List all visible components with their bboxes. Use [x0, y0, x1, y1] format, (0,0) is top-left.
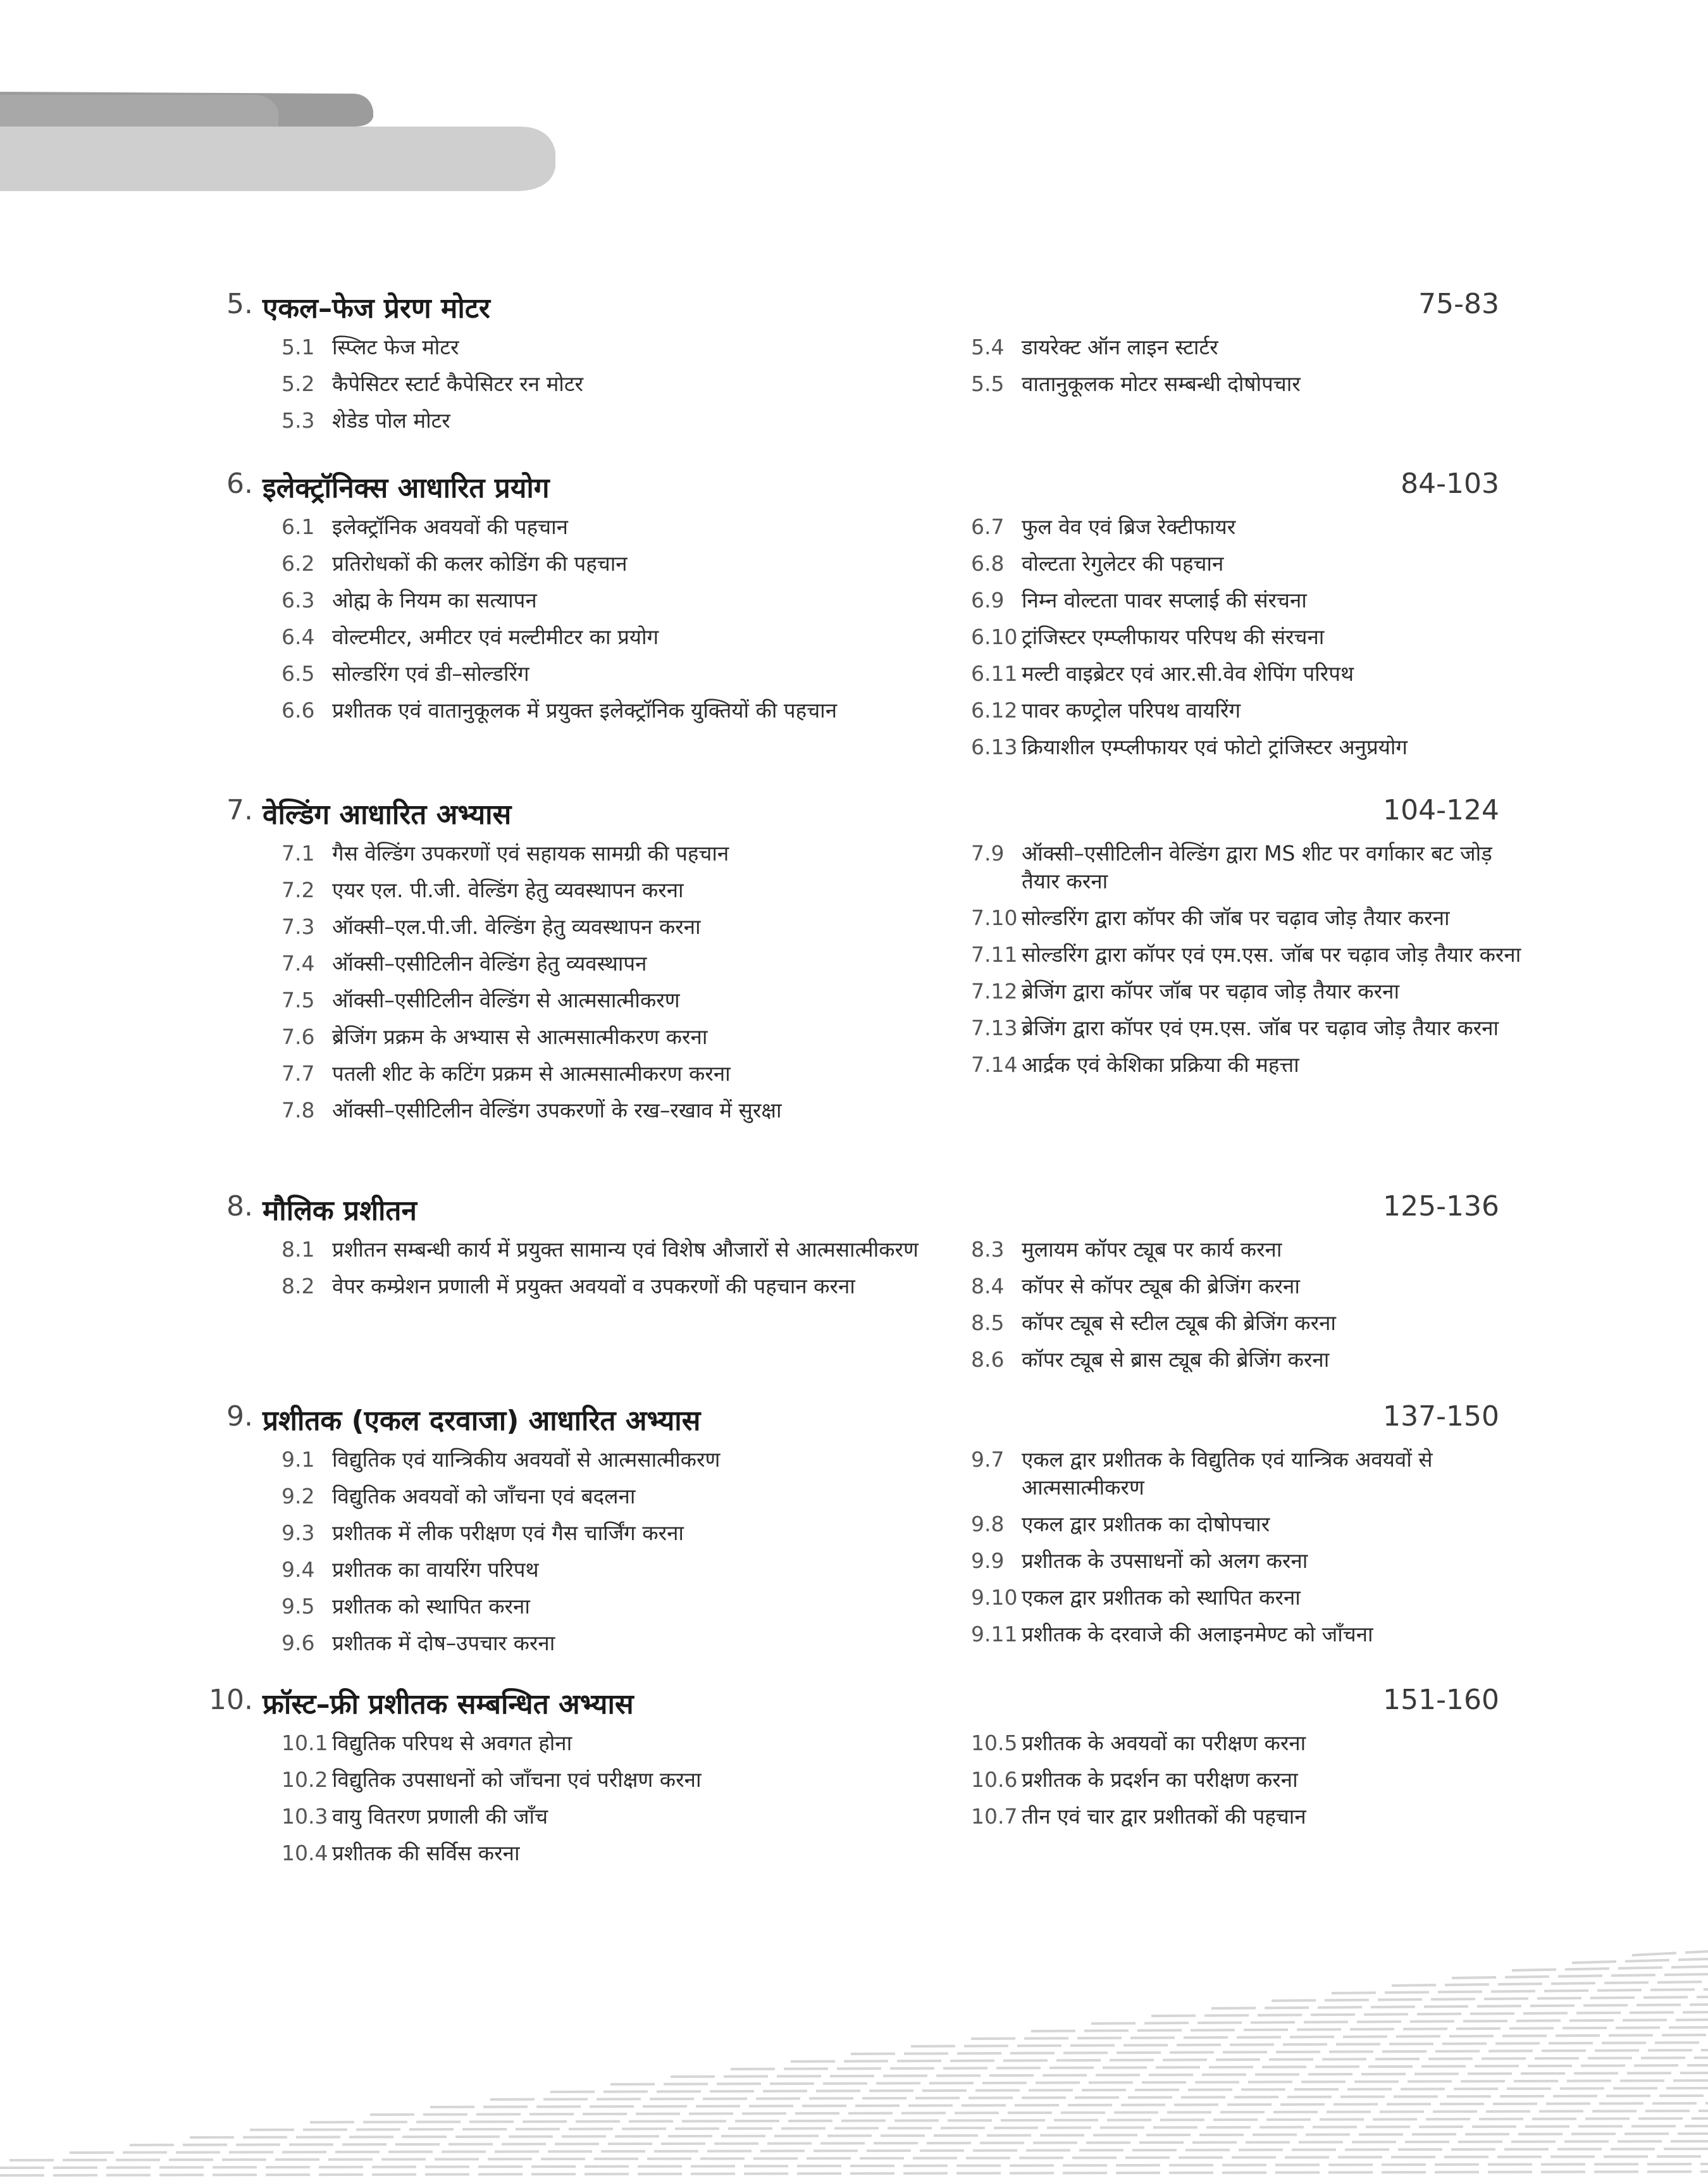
topic-title: कॉपर से कॉपर ट्यूब की ब्रेजिंग करना	[1022, 1274, 1300, 1298]
topic-title: ब्रेजिंग प्रक्रम के अभ्यास से आत्मसात्मीकरण करना	[332, 1024, 708, 1049]
topic-title: ब्रेजिंग द्वारा कॉपर एवं एम.एस. जॉब पर चढ़ाव जोड़ तैयार करना	[1022, 1016, 1499, 1040]
topic-item	[282, 876, 943, 904]
topic-number: 5.4	[971, 335, 1005, 359]
chapter-number: 8.	[226, 1190, 253, 1222]
topic-number: 6.13	[971, 735, 1018, 759]
topic-item	[282, 1729, 943, 1757]
topic-item	[282, 1236, 943, 1264]
topic-item	[282, 913, 943, 941]
stripe-line	[971, 2035, 1708, 2039]
chapter-heading	[209, 468, 1499, 513]
chapter-heading	[209, 288, 1499, 333]
topic-item	[282, 550, 943, 578]
topic-item	[282, 986, 943, 1014]
chapter-title: इलेक्ट्रॉनिक्स आधारित प्रयोग	[263, 472, 550, 504]
topic-title: ऑक्सी–एल.पी.जी. वेल्डिंग हेतु व्यवस्थापन करना	[332, 914, 701, 939]
topic-column-right	[971, 840, 1528, 1133]
topic-number: 9.5	[282, 1594, 315, 1619]
chapter-section	[209, 468, 1499, 770]
topic-item	[971, 1014, 1528, 1042]
topic-item	[971, 1309, 1528, 1337]
topic-number: 5.3	[282, 408, 315, 433]
topic-item	[282, 1483, 943, 1510]
topic-number: 7.3	[282, 914, 315, 939]
topic-number: 9.1	[282, 1447, 315, 1472]
chapter-number: 6.	[226, 468, 253, 500]
topic-number: 7.12	[971, 979, 1018, 1004]
topic-number: 5.2	[282, 371, 315, 396]
topic-number: 7.11	[971, 942, 1018, 967]
topic-title: कॉपर ट्यूब से ब्रास ट्यूब की ब्रेजिंग करना	[1022, 1347, 1330, 1372]
topic-title: वायु वितरण प्रणाली की जाँच	[332, 1804, 548, 1829]
topic-item	[282, 513, 943, 541]
chapter-title: प्रशीतक (एकल दरवाजा) आधारित अभ्यास	[263, 1405, 701, 1437]
topic-number: 7.7	[282, 1061, 315, 1086]
stripe-line	[1332, 1989, 1708, 1993]
topic-number: 5.5	[971, 371, 1005, 396]
topic-title: ऑक्सी–एसीटिलीन वेल्डिंग द्वारा MS शीट पर वर्गाकार बट जोड़ तैयार करना	[1022, 841, 1492, 893]
stripe-line	[911, 2043, 1708, 2046]
topic-number: 7.13	[971, 1016, 1018, 1040]
chapter-section	[209, 1684, 1499, 1876]
stripe-line	[430, 2103, 1708, 2107]
topic-number: 10.7	[971, 1804, 1018, 1829]
topic-item	[282, 697, 943, 725]
topic-item	[282, 1839, 943, 1867]
topic-number: 10.1	[282, 1731, 328, 1755]
topic-number: 8.2	[282, 1274, 315, 1298]
topic-title: आर्द्रक एवं केशिका प्रक्रिया की महत्ता	[1022, 1052, 1299, 1077]
topic-title: वोल्टता रेगुलेटर की पहचान	[1022, 551, 1224, 576]
topic-item	[971, 1547, 1528, 1575]
topic-item	[971, 1620, 1528, 1648]
stripe-line	[250, 2126, 1708, 2130]
topic-number: 10.2	[282, 1767, 328, 1792]
topic-number: 6.4	[282, 625, 315, 649]
topic-title: एकल द्वार प्रशीतक के विद्युतिक एवं यान्त्रिक अवयवों से आत्मसात्मीकरण	[1022, 1447, 1433, 1500]
topic-item	[971, 840, 1528, 895]
stripe-line	[70, 2149, 1708, 2153]
chapter-section	[209, 1190, 1499, 1383]
stripe-line	[370, 2111, 1708, 2115]
topic-title: सोल्डरिंग एवं डी–सोल्डरिंग	[332, 661, 529, 686]
topic-number: 6.7	[971, 514, 1005, 539]
topic-title: क्रियाशील एम्प्लीफायर एवं फोटो ट्रांजिस्टर अनुप्रयोग	[1022, 735, 1408, 759]
chapter-title: मौलिक प्रशीतन	[263, 1195, 417, 1227]
topic-title: स्प्लिट फेज मोटर	[332, 335, 459, 359]
topic-item	[971, 1272, 1528, 1300]
topic-item	[282, 1097, 943, 1124]
stripe-line	[190, 2134, 1708, 2137]
topic-title: फुल वेव एवं ब्रिज रेक्टीफायर	[1022, 514, 1236, 539]
topic-number: 10.6	[971, 1767, 1018, 1792]
topic-title: प्रशीतक के अवयवों का परीक्षण करना	[1022, 1731, 1306, 1755]
topic-number: 6.9	[971, 588, 1005, 613]
topic-item	[282, 660, 943, 688]
stripe-line	[1632, 1951, 1708, 1955]
stripe-line	[130, 2141, 1708, 2145]
topic-number: 9.6	[282, 1631, 315, 1655]
topic-title: मुलायम कॉपर ट्यूब पर कार्य करना	[1022, 1237, 1282, 1262]
topic-title: पावर कण्ट्रोल परिपथ वायरिंग	[1022, 698, 1241, 723]
stripe-line	[1031, 2027, 1708, 2031]
topic-number: 10.3	[282, 1804, 328, 1829]
chapter-title: वेल्डिंग आधारित अभ्यास	[263, 799, 512, 831]
topic-number: 8.5	[971, 1310, 1005, 1335]
chapter-page-range: 104-124	[1383, 794, 1499, 826]
topic-column-left	[282, 513, 943, 770]
topic-title: विद्युतिक परिपथ से अवगत होना	[332, 1731, 572, 1755]
topic-item	[971, 550, 1528, 578]
stripe-line	[310, 2118, 1708, 2122]
topic-title: प्रतिरोधकों की कलर कोडिंग की पहचान	[332, 551, 628, 576]
topic-number: 8.3	[971, 1237, 1005, 1262]
topic-title: विद्युतिक एवं यान्त्रिकीय अवयवों से आत्मसात्मीकरण	[332, 1447, 721, 1472]
topic-title: प्रशीतक के प्रदर्शन का परीक्षण करना	[1022, 1767, 1298, 1792]
chapter-section	[209, 288, 1499, 444]
topic-title: एकल द्वार प्रशीतक का दोषोपचार	[1022, 1512, 1270, 1536]
topic-number: 7.8	[282, 1098, 315, 1123]
chapter-page-range: 75-83	[1418, 288, 1499, 320]
topic-number: 9.3	[282, 1521, 315, 1545]
stripe-line	[0, 2164, 1708, 2168]
topic-title: मल्टी वाइब्रेटर एवं आर.सी.वेव शेपिंग परिपथ	[1022, 661, 1354, 686]
topic-item	[282, 623, 943, 651]
topic-title: प्रशीतन सम्बन्धी कार्य में प्रयुक्त सामान्य एवं विशेष औजारों से आत्मसात्मीकरण	[332, 1237, 919, 1262]
topic-item	[282, 950, 943, 978]
topic-column-left	[282, 1729, 943, 1876]
topic-item	[282, 1556, 943, 1584]
stripe-line	[1272, 1997, 1708, 2001]
topic-item	[971, 1236, 1528, 1264]
topic-title: विद्युतिक उपसाधनों को जाँचना एवं परीक्षण करना	[332, 1767, 702, 1792]
topic-number: 7.2	[282, 878, 315, 902]
topic-item	[971, 623, 1528, 651]
topic-number: 7.6	[282, 1024, 315, 1049]
topic-number: 6.8	[971, 551, 1005, 576]
chapter-section	[209, 794, 1521, 1133]
chapter-heading	[209, 1400, 1499, 1446]
chapter-title: फ्रॉस्ट–फ्री प्रशीतक सम्बन्धित अभ्यास	[263, 1688, 634, 1720]
topic-title: प्रशीतक की सर्विस करना	[332, 1841, 520, 1865]
topic-number: 9.7	[971, 1447, 1005, 1472]
chapter-heading	[209, 1190, 1499, 1236]
stripe-line	[0, 2172, 1708, 2175]
stripe-line	[1512, 1967, 1708, 1970]
topic-column-right	[971, 1729, 1528, 1876]
topic-title: प्रशीतक एवं वातानुकूलक में प्रयुक्त इलेक्ट्रॉनिक युक्तियों की पहचान	[332, 698, 838, 723]
topic-title: सोल्डरिंग द्वारा कॉपर की जॉब पर चढ़ाव जोड़ तैयार करना	[1022, 905, 1450, 930]
topic-item	[971, 1446, 1528, 1502]
topic-item	[971, 941, 1528, 969]
topic-title: डायरेक्ट ऑन लाइन स्टार्टर	[1022, 335, 1218, 359]
topic-title: सोल्डरिंग द्वारा कॉपर एवं एम.एस. जॉब पर चढ़ाव जोड़ तैयार करना	[1022, 942, 1521, 967]
topic-title: तीन एवं चार द्वार प्रशीतकों की पहचान	[1022, 1804, 1306, 1829]
stripe-line	[550, 2088, 1708, 2092]
topic-title: प्रशीतक का वायरिंग परिपथ	[332, 1557, 539, 1582]
footer-stripe-decoration	[0, 1943, 1708, 2183]
topic-title: ऑक्सी–एसीटिलीन वेल्डिंग हेतु व्यवस्थापन	[332, 951, 647, 976]
topic-item	[971, 1051, 1528, 1079]
topic-number: 6.1	[282, 514, 315, 539]
topic-item	[971, 1346, 1528, 1374]
topic-column-left	[282, 840, 943, 1133]
topic-title: प्रशीतक में दोष–उपचार करना	[332, 1631, 555, 1655]
topic-number: 7.1	[282, 841, 315, 866]
topic-number: 9.8	[971, 1512, 1005, 1536]
topic-number: 8.4	[971, 1274, 1005, 1298]
topic-column-left	[282, 1446, 943, 1666]
chapter-page-range: 137-150	[1383, 1400, 1499, 1433]
stripe-line	[731, 2065, 1708, 2069]
stripe-line	[671, 2073, 1708, 2077]
topic-item	[971, 697, 1528, 725]
topic-number: 9.4	[282, 1557, 315, 1582]
topic-number: 7.4	[282, 951, 315, 976]
chapter-number: 10.	[209, 1684, 253, 1716]
topic-title: वेपर कम्प्रेशन प्रणाली में प्रयुक्त अवयवों व उपकरणों की पहचान करना	[332, 1274, 855, 1298]
topic-item	[282, 1766, 943, 1794]
stripe-line	[1211, 2005, 1708, 2008]
topic-title: ट्रांजिस्टर एम्प्लीफायर परिपथ की संरचना	[1022, 625, 1325, 649]
topic-number: 10.5	[971, 1731, 1018, 1755]
topic-column-right	[971, 513, 1528, 770]
topic-number: 6.11	[971, 661, 1018, 686]
topic-title: प्रशीतक में लीक परीक्षण एवं गैस चार्जिंग करना	[332, 1521, 684, 1545]
topic-title: शेडेड पोल मोटर	[332, 408, 450, 433]
topic-item	[282, 1629, 943, 1657]
stripe-line	[1091, 2020, 1708, 2024]
topic-number: 10.4	[282, 1841, 328, 1865]
topic-column-right	[971, 333, 1528, 444]
topic-item	[971, 1729, 1528, 1757]
topic-number: 6.3	[282, 588, 315, 613]
topic-item	[282, 407, 943, 435]
topic-title: ब्रेजिंग द्वारा कॉपर जॉब पर चढ़ाव जोड़ तैयार करना	[1022, 979, 1400, 1004]
chapter-page-range: 125-136	[1383, 1190, 1499, 1222]
topic-title: निम्न वोल्टता पावर सप्लाई की संरचना	[1022, 588, 1307, 613]
topic-title: प्रशीतक को स्थापित करना	[332, 1594, 530, 1619]
topic-item	[971, 1766, 1528, 1794]
stripe-line	[1452, 1974, 1708, 1978]
topic-item	[971, 978, 1528, 1005]
chapter-heading	[209, 794, 1499, 840]
topic-number: 9.9	[971, 1548, 1005, 1573]
topic-column-left	[282, 333, 943, 444]
stripe-line	[851, 2050, 1708, 2054]
topic-number: 8.1	[282, 1237, 315, 1262]
topic-title: प्रशीतक के दरवाजे की अलाइनमेण्ट को जाँचना	[1022, 1622, 1373, 1646]
topic-title: इलेक्ट्रॉनिक अवयवों की पहचान	[332, 514, 568, 539]
topic-item	[282, 840, 943, 868]
topic-column-right	[971, 1446, 1528, 1666]
header-tab-decoration	[0, 0, 569, 202]
topic-number: 6.10	[971, 625, 1018, 649]
topic-item	[971, 370, 1528, 398]
topic-title: एकल द्वार प्रशीतक को स्थापित करना	[1022, 1585, 1301, 1610]
topic-number: 5.1	[282, 335, 315, 359]
topic-number: 7.14	[971, 1052, 1018, 1077]
topic-title: गैस वेल्डिंग उपकरणों एवं सहायक सामग्री की पहचान	[332, 841, 729, 866]
topic-item	[971, 587, 1528, 614]
topic-number: 9.2	[282, 1484, 315, 1508]
topic-item	[282, 1803, 943, 1831]
topic-item	[282, 1060, 943, 1088]
topic-number: 9.10	[971, 1585, 1018, 1610]
chapter-heading	[209, 1684, 1499, 1729]
topic-number: 7.10	[971, 905, 1018, 930]
stripe-line	[490, 2096, 1708, 2099]
chapter-number: 7.	[226, 794, 253, 826]
topic-title: वातानुकूलक मोटर सम्बन्धी दोषोपचार	[1022, 371, 1301, 396]
topic-column-right	[971, 1236, 1528, 1383]
topic-item	[971, 733, 1528, 761]
stripe-line	[610, 2080, 1708, 2084]
chapter-page-range: 84-103	[1401, 468, 1499, 500]
topic-title: ओह्म के नियम का सत्यापन	[332, 588, 537, 613]
topic-title: कैपेसिटर स्टार्ट कैपेसिटर रन मोटर	[332, 371, 583, 396]
topic-number: 8.6	[971, 1347, 1005, 1372]
topic-item	[282, 1023, 943, 1051]
topic-number: 6.5	[282, 661, 315, 686]
topic-item	[282, 1519, 943, 1547]
topic-column-left	[282, 1236, 943, 1383]
topic-item	[971, 1803, 1528, 1831]
topic-number: 9.11	[971, 1622, 1018, 1646]
topic-item	[282, 1446, 943, 1474]
chapter-section	[209, 1400, 1499, 1666]
topic-number: 7.5	[282, 988, 315, 1012]
topic-title: ऑक्सी–एसीटिलीन वेल्डिंग से आत्मसात्मीकरण	[332, 988, 680, 1012]
topic-item	[971, 333, 1528, 361]
topic-number: 6.6	[282, 698, 315, 723]
topic-title: कॉपर ट्यूब से स्टील ट्यूब की ब्रेजिंग करना	[1022, 1310, 1336, 1335]
stripe-line	[791, 2058, 1708, 2062]
chapter-page-range: 151-160	[1383, 1684, 1499, 1716]
stripe-line	[1572, 1959, 1708, 1963]
topic-title: एयर एल. पी.जी. वेल्डिंग हेतु व्यवस्थापन करना	[332, 878, 684, 902]
topic-item	[282, 333, 943, 361]
topic-title: विद्युतिक अवयवों को जाँचना एवं बदलना	[332, 1484, 636, 1508]
topic-title: प्रशीतक के उपसाधनों को अलग करना	[1022, 1548, 1308, 1573]
topic-item	[971, 513, 1528, 541]
topic-item	[971, 1584, 1528, 1612]
topic-number: 7.9	[971, 841, 1005, 866]
topic-item	[282, 1593, 943, 1620]
topic-item	[282, 587, 943, 614]
chapter-title: एकल–फेज प्रेरण मोटर	[263, 292, 490, 325]
topic-number: 6.12	[971, 698, 1018, 723]
stripe-line	[1392, 1982, 1708, 1986]
topic-item	[971, 904, 1528, 932]
table-of-contents	[209, 288, 1521, 1876]
topic-title: वोल्टमीटर, अमीटर एवं मल्टीमीटर का प्रयोग	[332, 625, 659, 649]
topic-item	[971, 1510, 1528, 1538]
topic-number: 6.2	[282, 551, 315, 576]
chapter-number: 5.	[226, 288, 253, 320]
stripe-line	[1151, 2012, 1708, 2016]
topic-item	[971, 660, 1528, 688]
topic-item	[282, 1272, 943, 1300]
chapter-number: 9.	[226, 1400, 253, 1433]
topic-title: पतली शीट के कटिंग प्रक्रम से आत्मसात्मीकरण करना	[332, 1061, 731, 1086]
stripe-line	[9, 2156, 1708, 2160]
topic-title: ऑक्सी–एसीटिलीन वेल्डिंग उपकरणों के रख–रखाव में सुरक्षा	[332, 1098, 782, 1123]
topic-item	[282, 370, 943, 398]
